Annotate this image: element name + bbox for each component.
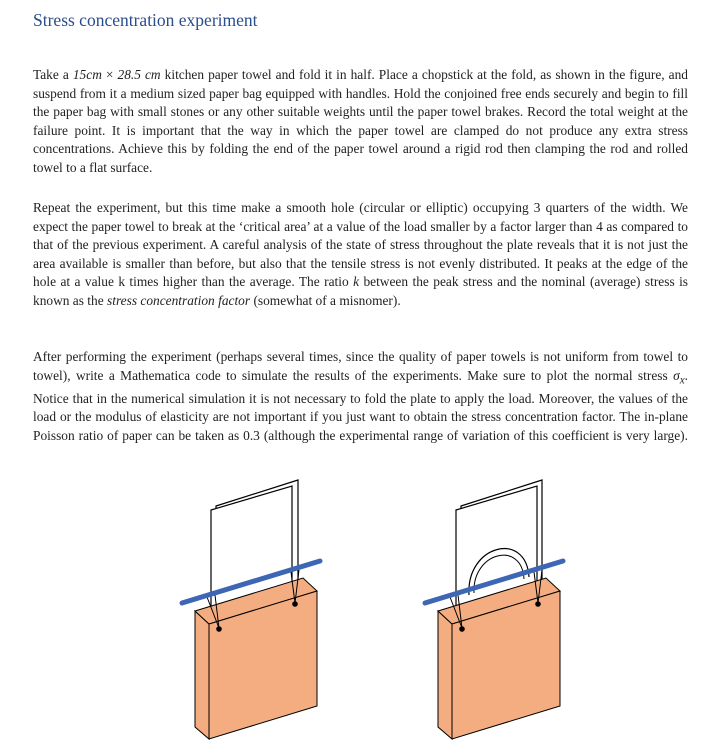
right-handle-knot-left <box>459 626 465 632</box>
stress-concentration-term: stress concentration factor <box>107 292 251 308</box>
sigma-subscript: x <box>679 374 685 387</box>
p3-text-a: After performing the experiment (perhaps several times, since the quality of paper towels is not uniform from towel to towel), write a Mathematica code to simulate the results of the experiments. Make sure to plot the normal stress <box>33 349 688 383</box>
sigma-symbol: σ <box>673 367 680 383</box>
p2-text-b: between the peak stress and the nominal (average) stress is known as the <box>33 274 689 308</box>
symbol-k: k <box>353 274 360 290</box>
right-handle-knot-right <box>535 601 541 607</box>
left-bag-side <box>195 611 209 739</box>
p2-text-c: (somewhat of a misnomer). <box>250 292 401 308</box>
left-handle-knot-left <box>216 626 222 632</box>
page-title: Stress concentration experiment <box>33 10 258 30</box>
p2-text-a: Repeat the experiment, but this time make a smooth hole (circular or elliptic) occupying 3 quarters of the width. We expect the paper towel to break at the ‘critical area’ at a value of the load smaller by a factor larger than 4 as compared to that of the previous experiment. A careful analysis of the state of stress throughout the plate reveals that it is not just the area available is smaller than before, but also that the tensile stress is not evenly distributed. It peaks at the edge of the hole at a value k times higher than the average. The ratio <box>33 200 688 290</box>
length-dimension: 28.5 cm <box>117 67 161 82</box>
right-bag-side <box>438 611 452 739</box>
times-sign: × <box>101 67 118 82</box>
p1-text-c: kitchen paper towel and fold it in half. Place a chopstick at the fold, as shown in the figure, and suspend from it a medium sized paper bag equipped with handles. Hold the conjoined free ends securely and begin to fill the paper bag with small stones or any other suitable weights until the paper towel brakes. Record the total weight at the failure point. It is important that the way in which the paper towel are clamped do not produce any extra stress concentrations. Achieve this by folding the end of the paper towel around a rigid rod then clamping the rod and rolled towel to a flat surface. <box>33 67 688 175</box>
p1-text-a: Take a <box>33 67 73 82</box>
width-dimension: 15cm <box>72 67 102 82</box>
left-handle-knot-right <box>292 601 298 607</box>
left-assembly <box>182 480 320 739</box>
p3-text-b: . Notice that in the numerical simulation it is not necessary to fold the plate to apply the load. Moreover, the values of the load or the modulus of elasticity are not important if you just want to obtain the stress concentration factor. The in-plane Poisson ratio of paper can be taken as 0.3 (although the experimental range of variation of this coefficient is very large). <box>33 367 688 444</box>
right-assembly <box>425 480 563 739</box>
